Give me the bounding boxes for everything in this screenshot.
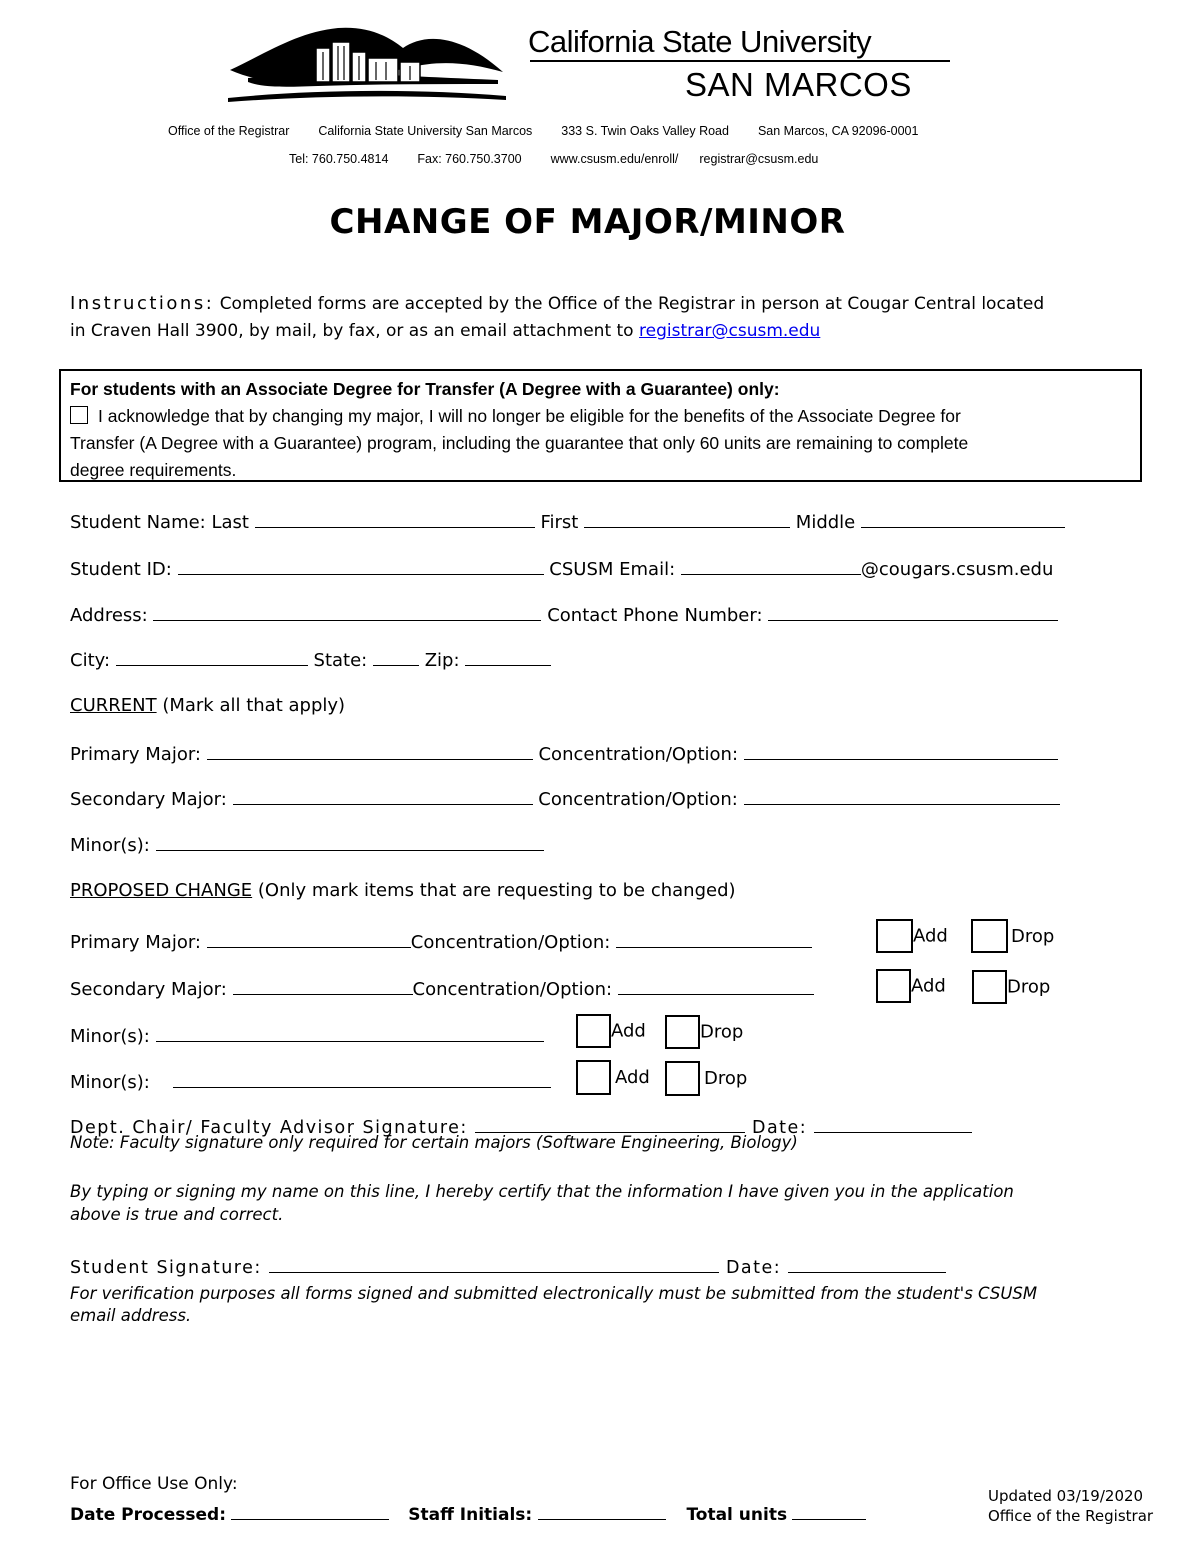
proposed-minor-2-add-option[interactable] (576, 1060, 650, 1095)
certification-line-1: By typing or signing my name on this line, I hereby certify that the information I have given you in the application (70, 1182, 1014, 1201)
drop-label: Drop (704, 1068, 748, 1089)
student-date-field[interactable] (788, 1255, 946, 1273)
email-domain: @cougars.csusm.edu (860, 559, 1054, 580)
faculty-date-field[interactable] (814, 1115, 972, 1133)
add-label: Add (913, 925, 948, 947)
proposed-secondary-drop-option[interactable] (972, 970, 1050, 1004)
student-signature-field[interactable] (269, 1255, 719, 1273)
street-address: 333 S. Twin Oaks Valley Road (561, 124, 729, 138)
proposed-primary-major-label: Primary Major: (70, 932, 202, 953)
current-heading: CURRENT (70, 695, 157, 716)
current-secondary-row (70, 787, 1060, 810)
proposed-minor-1-drop-option[interactable] (665, 1015, 743, 1049)
last-name-label: Student Name: Last (70, 512, 249, 533)
proposed-secondary-major-label: Secondary Major: (70, 979, 227, 1000)
office-use-row (70, 1502, 866, 1525)
date-processed-field[interactable] (231, 1502, 389, 1520)
current-concentration-1-field[interactable] (744, 742, 1058, 760)
current-concentration-2-label: Concentration/Option: (538, 789, 738, 810)
city-state-zip: San Marcos, CA 92096-0001 (757, 124, 919, 138)
proposed-minor-2-field[interactable] (173, 1070, 551, 1088)
page-title: CHANGE OF MAJOR/MINOR (329, 202, 846, 242)
zip-label: Zip: (424, 650, 460, 671)
student-name-row (70, 510, 1065, 533)
student-id-field[interactable] (178, 557, 544, 575)
current-primary-row (70, 742, 1058, 765)
proposed-secondary-drop-checkbox[interactable] (972, 970, 1007, 1004)
instructions-text-2: in Craven Hall 3900, by mail, by fax, or as an email attachment to (70, 321, 634, 341)
first-name-field[interactable] (584, 510, 790, 528)
header-contact-line (289, 152, 818, 166)
certification-text (70, 1180, 1014, 1226)
student-id-row (70, 557, 1053, 580)
logo-university-name: California State University (528, 24, 872, 59)
city-row (70, 648, 551, 671)
verification-note (70, 1283, 1037, 1327)
proposed-minor-2-drop-checkbox[interactable] (665, 1061, 700, 1096)
proposed-concentration-1-field[interactable] (616, 930, 812, 948)
adt-acknowledge-text-2: Transfer (A Degree with a Guarantee) program, including the guarantee that only 60 units are remaining to complete (70, 433, 969, 453)
current-primary-major-field[interactable] (207, 742, 533, 760)
city-field[interactable] (116, 648, 308, 666)
proposed-section-heading (70, 880, 736, 901)
proposed-primary-add-checkbox[interactable] (876, 919, 913, 953)
header-email-link[interactable]: registrar@csusm.edu (699, 152, 819, 166)
university-name: California State University San Marcos (318, 124, 533, 138)
date-processed-label: Date Processed: (70, 1505, 227, 1525)
total-units-field[interactable] (792, 1502, 866, 1520)
proposed-minor-2-label: Minor(s): (70, 1072, 150, 1093)
csusm-email-label: CSUSM Email: (549, 559, 676, 580)
proposed-minor-1-add-option[interactable] (576, 1014, 646, 1048)
proposed-minor-1-add-checkbox[interactable] (576, 1014, 611, 1048)
current-minor-row (70, 833, 544, 856)
proposed-minor-2-row (70, 1070, 551, 1093)
logo-campus-name: SAN MARCOS (685, 66, 912, 103)
instructions (70, 290, 1044, 345)
csusm-logo-graphic (228, 22, 508, 104)
drop-label: Drop (700, 1021, 744, 1043)
address-field[interactable] (153, 603, 541, 621)
faculty-signature-field[interactable] (475, 1115, 745, 1133)
current-concentration-1-label: Concentration/Option: (538, 744, 739, 765)
current-secondary-major-field[interactable] (233, 787, 533, 805)
staff-initials-field[interactable] (538, 1502, 666, 1520)
proposed-minor-1-label: Minor(s): (70, 1026, 150, 1047)
add-label: Add (611, 1020, 646, 1042)
proposed-concentration-2-label: Concentration/Option: (412, 979, 613, 1000)
certification-line-2: above is true and correct. (70, 1205, 284, 1224)
faculty-note: Note: Faculty signature only required for certain majors (Software Engineering, Biology) (70, 1133, 798, 1152)
student-date-label: Date: (725, 1258, 782, 1278)
updated-date: Updated 03/19/2020 (988, 1487, 1144, 1505)
proposed-note: (Only mark items that are requesting to be changed) (257, 880, 736, 901)
proposed-minor-2-add-checkbox[interactable] (576, 1060, 611, 1095)
instructions-label: Instructions: (70, 293, 215, 314)
city-label: City: (70, 650, 111, 671)
total-units-label: Total units (686, 1505, 788, 1525)
website-link[interactable]: www.csusm.edu/enroll/ (550, 152, 679, 166)
first-name-label: First (540, 512, 579, 533)
proposed-secondary-add-checkbox[interactable] (876, 969, 911, 1003)
proposed-primary-add-option[interactable] (876, 919, 948, 953)
proposed-minor-1-row (70, 1024, 544, 1047)
proposed-primary-drop-option[interactable] (971, 919, 1054, 953)
registrar-email-link[interactable]: registrar@csusm.edu (639, 321, 821, 341)
student-id-label: Student ID: (70, 559, 172, 580)
staff-initials-label: Staff Initials: (408, 1505, 533, 1525)
current-primary-major-label: Primary Major: (70, 744, 202, 765)
student-signature-label: Student Signature: (70, 1258, 262, 1278)
proposed-secondary-major-field[interactable] (233, 977, 413, 995)
address-row (70, 603, 1058, 626)
adt-acknowledge-text-1: I acknowledge that by changing my major, I will no longer be eligible for the benefits of the Associate Degree for (98, 406, 961, 426)
proposed-minor-1-field[interactable] (156, 1024, 544, 1042)
proposed-primary-row (70, 930, 812, 953)
address-label: Address: (70, 605, 148, 626)
drop-label: Drop (1011, 925, 1055, 947)
proposed-concentration-1-label: Concentration/Option: (410, 932, 611, 953)
current-minor-label: Minor(s): (70, 835, 150, 856)
current-concentration-2-field[interactable] (744, 787, 1060, 805)
contact-phone-field[interactable] (768, 603, 1058, 621)
state-label: State: (313, 650, 368, 671)
drop-label: Drop (1007, 976, 1051, 998)
current-section-heading (70, 695, 345, 716)
current-secondary-major-label: Secondary Major: (70, 789, 227, 810)
fax-number: Fax: 760.750.3700 (417, 152, 522, 166)
proposed-primary-major-field[interactable] (207, 930, 411, 948)
current-minor-field[interactable] (156, 833, 544, 851)
proposed-secondary-add-option[interactable] (876, 969, 946, 1003)
proposed-minor-1-drop-checkbox[interactable] (665, 1015, 700, 1049)
proposed-heading: PROPOSED CHANGE (70, 880, 253, 901)
add-label: Add (615, 1067, 650, 1088)
contact-phone-label: Contact Phone Number: (547, 605, 763, 626)
instructions-text-1: Completed forms are accepted by the Office of the Registrar in person at Cougar Central located (219, 294, 1045, 314)
faculty-date-label: Date: (751, 1118, 808, 1138)
verification-line-2: email address. (70, 1306, 192, 1325)
proposed-secondary-row (70, 977, 814, 1000)
office-use-heading: For Office Use Only: (70, 1474, 238, 1494)
proposed-concentration-2-field[interactable] (618, 977, 814, 995)
last-name-field[interactable] (255, 510, 535, 528)
logo-rule (530, 60, 950, 62)
middle-name-label: Middle (795, 512, 856, 533)
phone-number: Tel: 760.750.4814 (289, 152, 389, 166)
student-signature-row (70, 1255, 946, 1278)
verification-line-1: For verification purposes all forms signed and submitted electronically must be submitted from the student's CSUSM (70, 1284, 1038, 1303)
middle-name-field[interactable] (861, 510, 1065, 528)
zip-field[interactable] (465, 648, 551, 666)
state-field[interactable] (373, 648, 419, 666)
add-label: Add (911, 975, 946, 997)
adt-acknowledge-checkbox[interactable] (70, 406, 88, 424)
footer-office-name: Office of the Registrar (988, 1507, 1154, 1525)
header-address-line (168, 124, 918, 138)
office-name: Office of the Registrar (168, 124, 290, 138)
faculty-signature-label: Dept. Chair/ Faculty Advisor Signature: (70, 1118, 468, 1138)
proposed-primary-drop-checkbox[interactable] (971, 919, 1008, 953)
adt-text (70, 376, 968, 484)
adt-acknowledge-text-3: degree requirements. (70, 460, 237, 480)
adt-heading: For students with an Associate Degree for Transfer (A Degree with a Guarantee) only: (70, 379, 780, 399)
csusm-email-field[interactable] (681, 557, 861, 575)
current-note: (Mark all that apply) (162, 695, 346, 716)
form-revision-info (988, 1486, 1153, 1526)
proposed-minor-2-drop-option[interactable] (665, 1061, 747, 1096)
